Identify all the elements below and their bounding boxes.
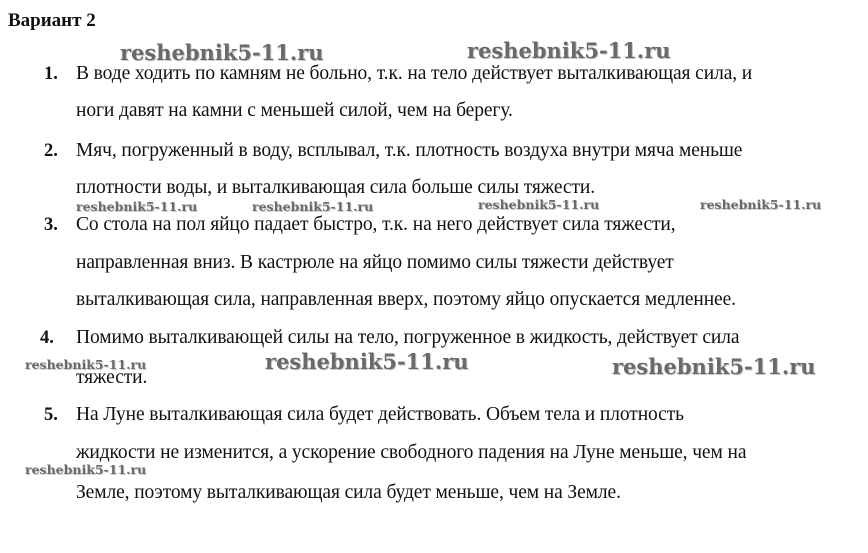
watermark: reshebnik5-11.ru — [467, 38, 671, 63]
item-text-line: жидкости не изменится, а ускорение свободного падения на Луне меньше, чем на — [76, 442, 747, 463]
watermark: reshebnik5-11.ru — [76, 199, 198, 214]
watermark: reshebnik5-11.ru — [25, 462, 147, 477]
item-text-line: тяжести. — [76, 367, 148, 388]
item-number: 3. — [44, 215, 58, 235]
item-text-line: В воде ходить по камням не больно, т.к. на тело действует выталкивающая сила, и — [76, 63, 753, 84]
item-text-line: На Луне выталкивающая сила будет действовать. Объем тела и плотность — [76, 404, 684, 425]
item-number: 4. — [40, 328, 54, 348]
page-title: Вариант 2 — [8, 10, 96, 31]
item-text-line: Земле, поэтому выталкивающая сила будет меньше, чем на Земле. — [76, 482, 621, 503]
item-number: 5. — [44, 405, 58, 425]
item-number: 1. — [44, 64, 58, 84]
item-text-line: Со стола на пол яйцо падает быстро, т.к. на него действует сила тяжести, — [76, 214, 676, 235]
watermark: reshebnik5-11.ru — [25, 357, 147, 372]
watermark: reshebnik5-11.ru — [120, 40, 324, 65]
watermark: reshebnik5-11.ru — [252, 199, 374, 214]
item-text-line: Помимо выталкивающей силы на тело, погруженное в жидкость, действует сила — [76, 327, 740, 348]
item-number: 2. — [44, 141, 58, 161]
item-text-line: направленная вниз. В кастрюле на яйцо помимо силы тяжести действует — [76, 252, 674, 273]
item-text-line: Мяч, погруженный в воду, всплывал, т.к. плотность воздуха внутри мяча меньше — [76, 140, 743, 161]
watermark: reshebnik5-11.ru — [700, 197, 822, 212]
item-text-line: ноги давят на камни с меньшей силой, чем на берегу. — [76, 100, 513, 121]
item-text-line: выталкивающая сила, направленная вверх, поэтому яйцо опускается медленнее. — [76, 289, 736, 310]
watermark: reshebnik5-11.ru — [612, 354, 816, 379]
item-text-line: плотности воды, и выталкивающая сила больше силы тяжести. — [76, 177, 596, 198]
watermark: reshebnik5-11.ru — [478, 197, 600, 212]
watermark: reshebnik5-11.ru — [265, 349, 469, 374]
